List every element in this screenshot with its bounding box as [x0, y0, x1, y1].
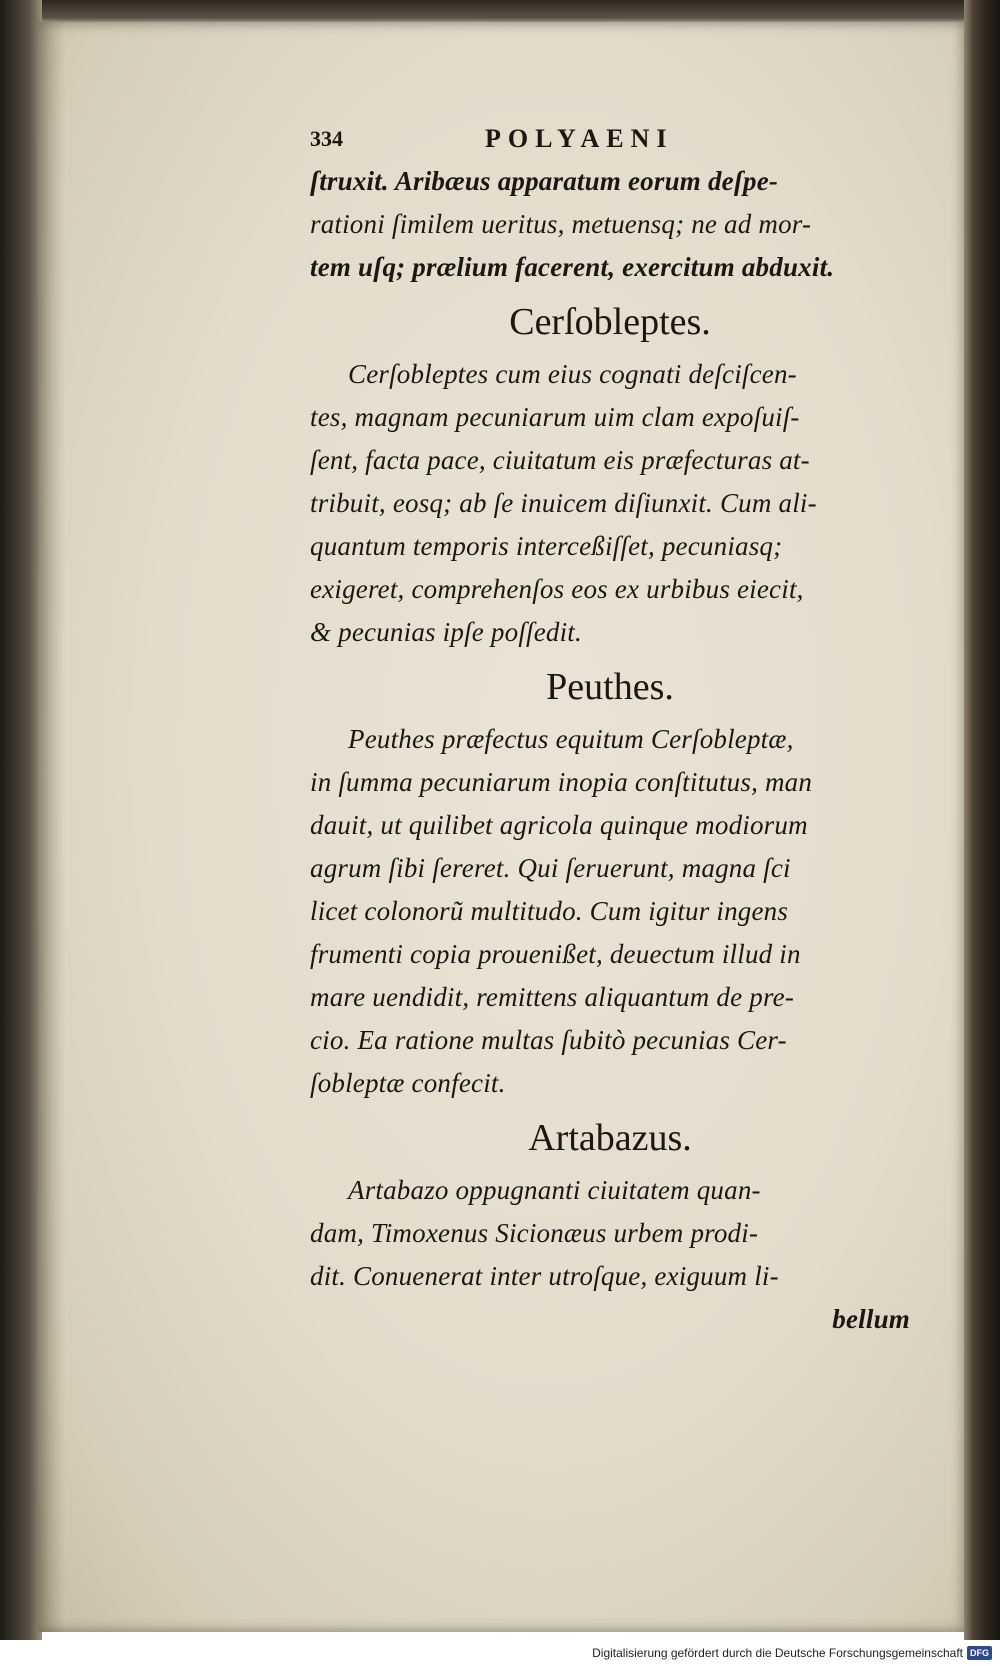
- text-line: ſtruxit. Aribæus apparatum eorum deſpe-: [310, 166, 779, 196]
- page-gutter-shadow: [38, 22, 66, 1632]
- text-line: cio. Ea ratione multas ſubitò pecunias Cer-: [310, 1025, 787, 1055]
- credit-text: Digitalisierung gefördert durch die Deutsche Forschungsgemeinschaft: [592, 1646, 963, 1660]
- section-peuthes: [310, 662, 910, 1105]
- continuation-paragraph: [310, 160, 910, 289]
- running-head: [310, 120, 910, 160]
- text-line: agrum ſibi ſereret. Qui ſeruerunt, magna ſci: [310, 853, 791, 883]
- section-heading: Cerſobleptes.: [509, 301, 711, 343]
- text-line: mare uendidit, remittens aliquantum de pre-: [310, 982, 795, 1012]
- text-line: licet colonorũ multitudo. Cum igitur ingens: [310, 896, 789, 926]
- digitization-credit: [592, 1645, 992, 1661]
- page-number: 334: [310, 126, 343, 151]
- running-title: POLYAENI: [485, 124, 674, 153]
- text-line: quantum temporis interceßiſſet, pecuniasq;: [310, 531, 783, 561]
- text-line: ſobleptæ confecit.: [310, 1068, 506, 1098]
- text-line: dauit, ut quilibet agricola quinque modiorum: [310, 810, 808, 840]
- catchword: bellum: [832, 1304, 910, 1334]
- text-line: exigeret, comprehenſos eos ex urbibus eiecit,: [310, 574, 804, 604]
- text-line: Cerſobleptes cum eius cognati deſciſcen-: [348, 359, 797, 389]
- text-line: ſent, facta pace, ciuitatum eis præfecturas at-: [310, 445, 810, 475]
- section-artabazus: [310, 1113, 910, 1298]
- text-line: Peuthes præfectus equitum Cerſobleptæ,: [348, 724, 794, 754]
- text-line: frumenti copia prouenißet, deuectum illud in: [310, 939, 801, 969]
- book-edge-left: [0, 0, 42, 1640]
- text-line: dam, Timoxenus Sicionæus urbem prodi-: [310, 1218, 759, 1248]
- section-cersobleptes: [310, 297, 910, 654]
- section-heading: Peuthes.: [546, 666, 674, 708]
- text-line: & pecunias ipſe poſſedit.: [310, 617, 582, 647]
- text-line: in ſumma pecuniarum inopia conſtitutus, man: [310, 767, 813, 797]
- text-line: Artabazo oppugnanti ciuitatem quan-: [348, 1175, 761, 1205]
- book-edge-right: [964, 0, 1000, 1640]
- text-line: dit. Conuenerat inter utroſque, exiguum li-: [310, 1261, 779, 1291]
- text-line: tes, magnam pecuniarum uim clam expoſuiſ-: [310, 402, 800, 432]
- text-block: [310, 120, 910, 1341]
- dfg-logo: DFG: [967, 1646, 992, 1660]
- text-line: rationi ſimilem ueritus, metuensq; ne ad mor-: [310, 209, 812, 239]
- text-line: tem uſq; prælium facerent, exercitum abduxit.: [310, 252, 835, 282]
- text-line: tribuit, eosq; ab ſe inuicem diſiunxit. Cum ali-: [310, 488, 817, 518]
- section-heading: Artabazus.: [528, 1117, 692, 1159]
